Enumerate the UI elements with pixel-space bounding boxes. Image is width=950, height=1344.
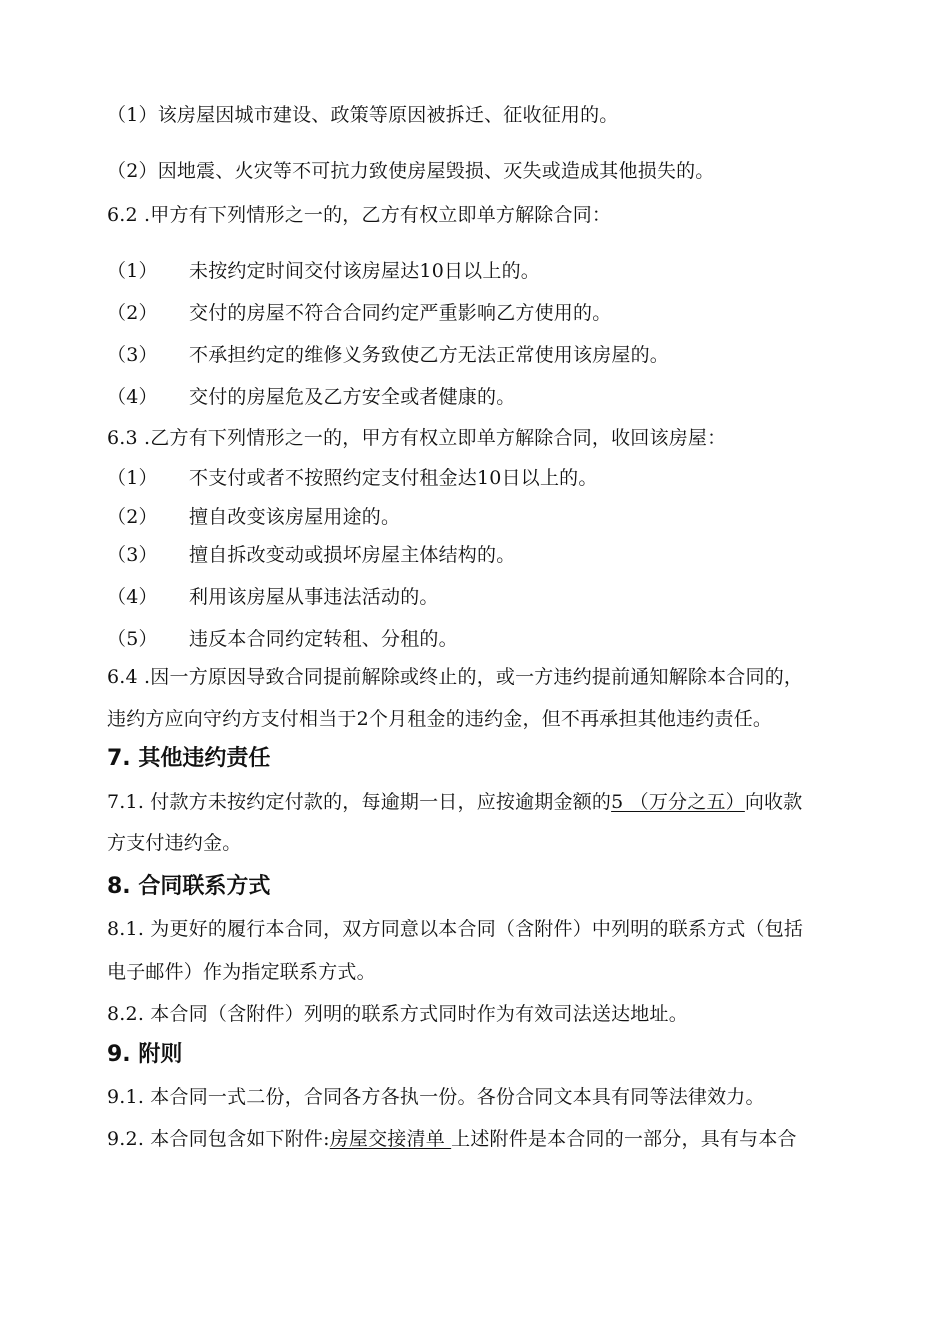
item-text: 不支付或者不按照约定支付租金达10日以上的。 (189, 467, 598, 489)
clause-text: 上述附件是本合同的一部分，具有与本合 (451, 1128, 797, 1150)
clause-6-2: 6.2 .甲方有下列情形之一的，乙方有权立即单方解除合同： (107, 204, 612, 226)
clause-8-2: 8.2. 本合同（含附件）列明的联系方式同时作为有效司法送达地址。 (107, 1003, 688, 1025)
section-7-heading: 7. 其他违约责任 (107, 746, 271, 771)
item-text: 不承担约定的维修义务致使乙方无法正常使用该房屋的。 (189, 344, 670, 366)
clause-7-1-line-2: 方支付违约金。 (107, 832, 242, 854)
clause-9-1: 9.1. 本合同一式二份，合同各方各执一份。各份合同文本具有同等法律效力。 (107, 1086, 765, 1108)
clause-7-1-line-1 (107, 788, 842, 816)
section-9-heading: 9. 附则 (107, 1042, 183, 1067)
clause-text: 9.2. 本合同包含如下附件: (107, 1128, 330, 1150)
item-number: （3） (107, 344, 158, 366)
clause-6-4-line-2: 违约方应向守约方支付相当于2个月租金的违约金，但不再承担其他违约责任。 (107, 708, 773, 730)
item-number: （1） (107, 260, 158, 282)
section-8-heading: 8. 合同联系方式 (107, 874, 271, 899)
item-text: 擅自改变该房屋用途的。 (189, 506, 401, 528)
item-text: 利用该房屋从事违法活动的。 (189, 586, 439, 608)
item-number: （2） (107, 302, 158, 324)
item-number: （3） (107, 544, 158, 566)
item-text: 违反本合同约定转租、分租的。 (189, 628, 458, 650)
clause-6-4-line-1: 6.4 .因一方原因导致合同提前解除或终止的，或一方违约提前通知解除本合同的， (107, 666, 804, 688)
clause-6-3: 6.3 .乙方有下列情形之一的，甲方有权立即单方解除合同，收回该房屋： (107, 427, 727, 449)
item-text: 交付的房屋危及乙方安全或者健康的。 (189, 386, 516, 408)
attachment-name: 房屋交接清单 (329, 1128, 452, 1150)
item-number: （5） (107, 628, 158, 650)
item-number: （4） (107, 586, 158, 608)
item-number: （4） (107, 386, 158, 408)
clause-6-1-item-1: （1）该房屋因城市建设、政策等原因被拆迁、征收征用的。 (107, 104, 619, 126)
item-number: （1） (107, 467, 158, 489)
clause-8-1-line-1: 8.1. 为更好的履行本合同，双方同意以本合同（含附件）中列明的联系方式（包括 (107, 918, 804, 940)
clause-6-1-item-2: （2）因地震、火灾等不可抗力致使房屋毁损、灭失或造成其他损失的。 (107, 160, 715, 182)
clause-text: 7.1. 付款方未按约定付款的，每逾期一日，应按逾期金额的 (107, 791, 612, 813)
clause-8-1-line-2: 电子邮件）作为指定联系方式。 (107, 961, 376, 983)
clause-text: 向收款 (744, 791, 803, 813)
item-text: 擅自拆改变动或损坏房屋主体结构的。 (189, 544, 516, 566)
penalty-rate: 5 （万分之五） (611, 791, 745, 813)
item-text: 交付的房屋不符合合同约定严重影响乙方使用的。 (189, 302, 612, 324)
item-number: （2） (107, 506, 158, 528)
item-text: 未按约定时间交付该房屋达10日以上的。 (189, 260, 540, 282)
clause-9-2 (107, 1125, 842, 1153)
